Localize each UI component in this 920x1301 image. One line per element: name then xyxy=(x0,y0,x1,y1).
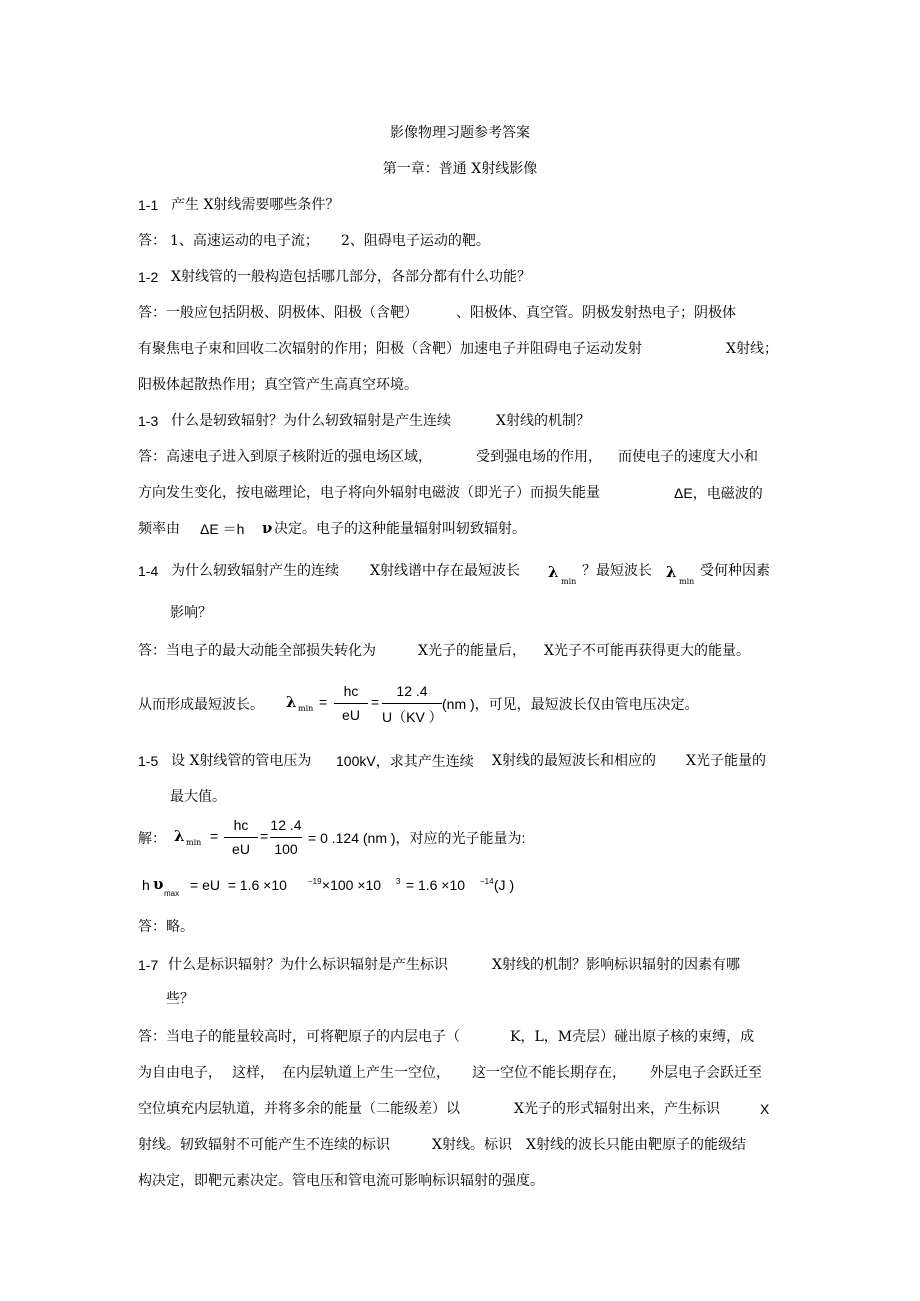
fraction-hc-eu xyxy=(224,814,258,860)
max-subscript: max xyxy=(164,889,180,898)
solution-prefix: 解： xyxy=(138,831,166,847)
question-text: 什么是标识辐射？为什么标识辐射是产生标识 xyxy=(168,957,448,973)
fraction-124-ukv xyxy=(382,680,442,726)
answer-text: X射线的波长只能由靶原子的能级结 xyxy=(526,1137,746,1153)
answer-text: 方向发生变化，按电磁理论，电子将向外辐射电磁波（即光子）而损失能量 xyxy=(138,485,600,501)
answer-text: 空位填充内层轨道，并将多余的能量（二能级差）以 xyxy=(138,1101,460,1117)
question-text: 受何种因素 xyxy=(700,563,770,579)
question-number: 1-4 xyxy=(138,563,159,579)
answer-text: 从而形成最短波长。 xyxy=(138,697,264,713)
answer-1-4-formula-line xyxy=(138,680,738,726)
answer-text: 这样， xyxy=(232,1065,274,1081)
question-text: X射线的最短波长和相应的 xyxy=(492,753,656,769)
answer-text: K，L，M壳层）碰出原子核的束缚，成 xyxy=(510,1029,755,1045)
formula-text: = 1.6 ×10 xyxy=(402,877,466,893)
numerator: hc xyxy=(233,817,249,833)
question-text: 100kV，求其产生连续 xyxy=(336,753,474,769)
question-text: ？最短波长 xyxy=(582,563,652,579)
question-number: 1-1 xyxy=(138,197,159,213)
answer-text: 为自由电子， xyxy=(138,1065,222,1081)
question-number: 1-3 xyxy=(138,413,159,429)
lambda-symbol: λ xyxy=(174,827,185,845)
question-1-4-line-2: 影响？ xyxy=(170,605,212,621)
question-text: X射线的机制？ xyxy=(496,413,590,429)
answer-text: 而使电子的速度大小和 xyxy=(618,449,758,465)
min-subscript: min xyxy=(186,838,202,847)
question-text: X射线管的一般构造包括哪几部分，各部分都有什么功能？ xyxy=(171,269,531,285)
h-symbol: h xyxy=(142,877,150,893)
answer-text: X射线。标识 xyxy=(432,1137,512,1153)
question-number: 1-7 xyxy=(138,957,159,973)
question-1-7-line-2: 些？ xyxy=(166,991,194,1007)
answer-text: 外层电子会跃迁至 xyxy=(650,1065,762,1081)
document-title: 影像物理习题参考答案 xyxy=(390,125,530,141)
question-text: 设 X射线管的管电压为 xyxy=(171,753,312,769)
answer-1-5: 答：略。 xyxy=(138,919,194,935)
min-subscript: min xyxy=(561,577,577,586)
fraction-bar xyxy=(334,703,368,704)
answer-text: ΔE，电磁波的 xyxy=(674,485,763,501)
answer-text: 受到强电场的作用， xyxy=(476,449,602,465)
min-subscript: min xyxy=(298,704,314,713)
answer-text: 答：高速电子进入到原子核附近的强电场区域， xyxy=(138,449,432,465)
question-text: X射线谱中存在最短波长 xyxy=(370,563,520,579)
answer-text: X光子不可能再获得更大的能量。 xyxy=(544,643,750,659)
question-1-5-line-2: 最大值。 xyxy=(170,789,226,805)
numerator: 12 .4 xyxy=(396,683,428,699)
formula-text: (J ) xyxy=(490,877,515,893)
numerator: 12 .4 xyxy=(270,817,302,833)
fraction-bar xyxy=(224,837,258,838)
formula-text: = eU = 1.6 ×10 xyxy=(190,877,287,893)
answer-text: 有聚焦电子束和回收二次辐射的作用；阳极（含靶）加速电子并阻碍电子运动发射 xyxy=(138,341,642,357)
question-text: X射线的机制？影响标识辐射的因素有哪 xyxy=(492,957,740,973)
exponent: −19 xyxy=(308,877,322,886)
fraction-hc-eu xyxy=(334,680,368,726)
question-text: 产生 X射线需要哪些条件？ xyxy=(171,197,340,213)
equals-sign: = xyxy=(260,828,269,844)
question-1-7 xyxy=(138,956,740,1028)
denominator: 100 xyxy=(274,841,298,857)
answer-prefix: 答： xyxy=(138,233,166,249)
denominator: eU xyxy=(232,841,250,857)
answer-text: X射线； xyxy=(726,341,778,357)
answer-text: 答：当电子的能量较高时，可将靶原子的内层电子（ xyxy=(138,1029,460,1045)
equals-sign: = xyxy=(371,694,380,710)
fraction-bar xyxy=(382,703,442,704)
fraction-bar xyxy=(270,837,302,838)
numerator: hc xyxy=(343,683,359,699)
equals-sign: = xyxy=(210,828,219,844)
question-number: 1-2 xyxy=(138,269,159,285)
denominator: U（KV ） xyxy=(382,709,443,725)
answer-text: 在内层轨道上产生一空位， xyxy=(282,1065,450,1081)
upsilon-symbol: υ xyxy=(153,875,164,893)
fraction-124-100 xyxy=(270,814,302,860)
answer-1-7-line-5: 构决定，即靶元素决定。管电压和管电流可影响标识辐射的强度。 xyxy=(138,1173,544,1189)
exponent: 3 xyxy=(396,877,401,886)
answer-part-2: 2、阻碍电子运动的靶。 xyxy=(341,233,490,249)
lambda-symbol: λ xyxy=(286,693,297,711)
equals-sign: = xyxy=(319,694,328,710)
answer-text: 答：当电子的最大动能全部损失转化为 xyxy=(138,643,376,659)
delta-e-formula: ΔE ＝h xyxy=(200,521,245,537)
answer-text: 决定。电子的这种能量辐射叫轫致辐射。 xyxy=(274,521,526,537)
answer-part-1: 1、高速运动的电子流； xyxy=(170,233,319,249)
lambda-symbol: λ xyxy=(666,563,677,581)
denominator: eU xyxy=(342,707,360,723)
answer-text: X xyxy=(760,1101,770,1117)
question-text: 什么是轫致辐射？为什么轫致辐射是产生连续 xyxy=(171,413,451,429)
answer-text: 、阳极体、真空管。阴极发射热电子；阴极体 xyxy=(456,305,736,321)
answer-text: 答：一般应包括阴极、阴极体、阳极（含靶） xyxy=(138,305,418,321)
answer-text: 频率由 xyxy=(138,521,180,537)
question-text: X光子能量的 xyxy=(686,753,766,769)
answer-text: X光子的能量后， xyxy=(418,643,526,659)
exponent: −14 xyxy=(480,877,494,886)
min-subscript: min xyxy=(679,577,695,586)
question-number: 1-5 xyxy=(138,753,159,769)
formula-text: ×100 ×10 xyxy=(318,877,382,893)
answer-text: (nm )，可见，最短波长仅由管电压决定。 xyxy=(442,696,699,712)
answer-1-2-line-3: 阳极体起散热作用；真空管产生高真空环境。 xyxy=(138,377,418,393)
answer-text: 这一空位不能长期存在， xyxy=(472,1065,626,1081)
lambda-symbol: λ xyxy=(548,563,559,581)
answer-text: 射线。轫致辐射不可能产生不连续的标识 xyxy=(138,1137,390,1153)
nu-symbol: ν xyxy=(262,519,273,537)
answer-text: X光子的形式辐射出来，产生标识 xyxy=(514,1101,720,1117)
question-text: 为什么轫致辐射产生的连续 xyxy=(171,563,339,579)
chapter-heading: 第一章：普通 X射线影像 xyxy=(382,161,538,177)
result-text: = 0 .124 (nm )，对应的光子能量为: xyxy=(308,830,526,846)
solution-1-5-formula-line xyxy=(138,814,738,860)
